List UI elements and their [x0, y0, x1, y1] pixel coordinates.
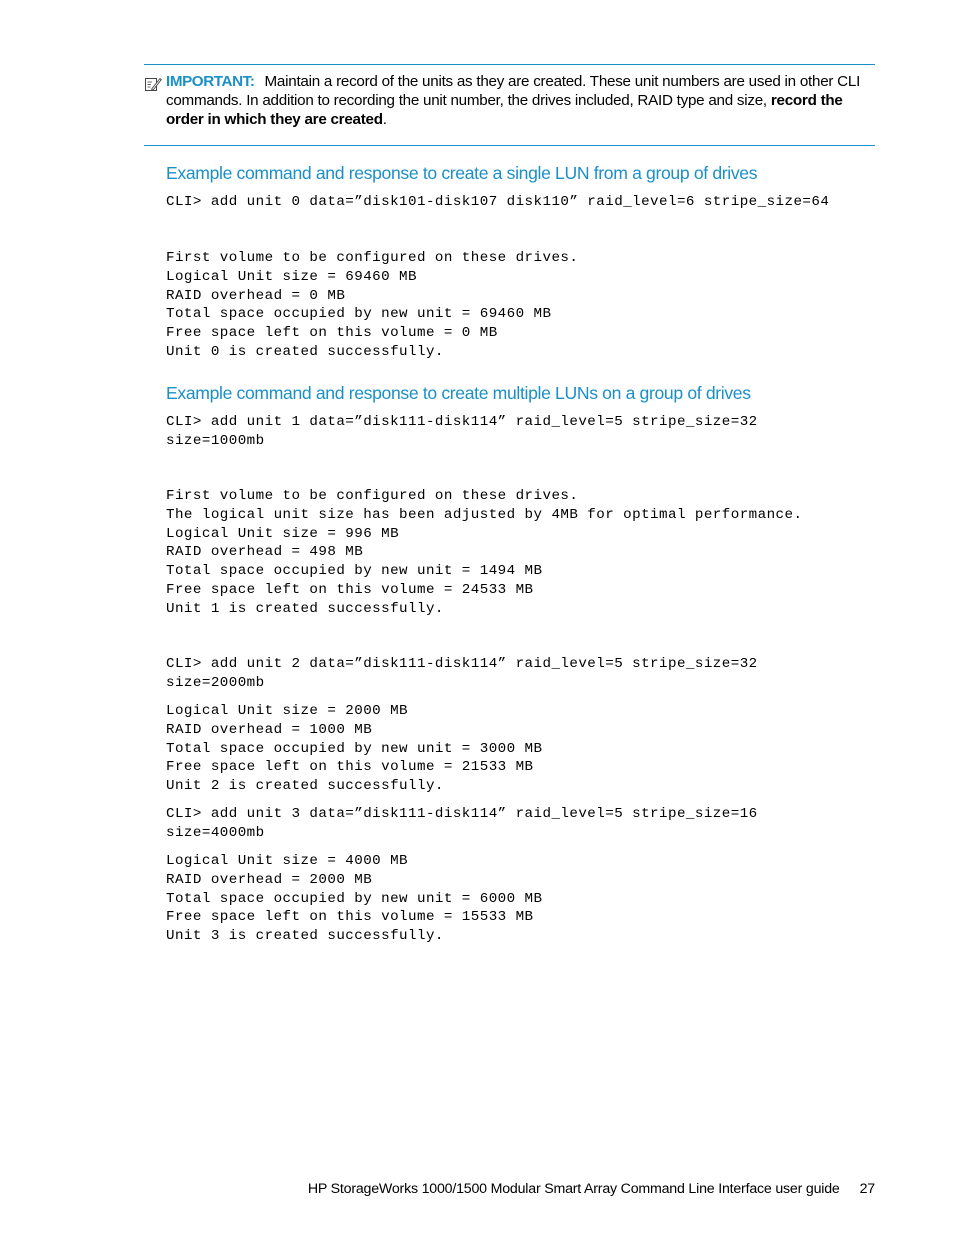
important-note-icon — [144, 75, 162, 93]
important-top-rule — [144, 64, 875, 65]
footer-title: HP StorageWorks 1000/1500 Modular Smart Array Command Line Interface user guide — [307, 1181, 840, 1197]
important-body: Maintain a record of the units as they are created. These unit numbers are used in other CLI commands. In addition to recording the unit number, the drives included, RAID type and size, — [166, 73, 861, 109]
response-unit-1: First volume to be configured on these drives. The logical unit size has been adjusted by 4MB for optimal performance. Logical Unit size = 996 MB RAID overhead = 498 MB Total space occupied by new unit = 1494 MB Free space left on this volume = 24533 MB Unit 1 is created successfully. — [166, 488, 803, 617]
important-end: . — [382, 111, 387, 128]
important-emphasis: record the order in which they are created — [166, 92, 843, 128]
command-add-unit-3: CLI> add unit 3 data=”disk111-disk114” raid_level=5 stripe_size=16 size=4000mb — [166, 806, 758, 841]
section-heading-single-lun: Example command and response to create a single LUN from a group of drives — [166, 163, 758, 183]
response-unit-0: First volume to be configured on these drives. Logical Unit size = 69460 MB RAID overhead = 0 MB Total space occupied by new unit = 69460 MB Free space left on this volume = 0 MB Unit 0 is created successfully. — [166, 250, 579, 360]
command-add-unit-2: CLI> add unit 2 data=”disk111-disk114” raid_level=5 stripe_size=32 size=2000mb — [166, 656, 758, 691]
command-add-unit-0: CLI> add unit 0 data=”disk101-disk107 disk110” raid_level=6 stripe_size=64 — [166, 194, 830, 210]
important-label: IMPORTANT: — [166, 73, 255, 90]
section-heading-multiple-luns: Example command and response to create multiple LUNs on a group of drives — [166, 383, 751, 403]
command-add-unit-1: CLI> add unit 1 data=”disk111-disk114” raid_level=5 stripe_size=32 size=1000mb — [166, 414, 758, 449]
response-unit-2: Logical Unit size = 2000 MB RAID overhead = 1000 MB Total space occupied by new unit = 3000 MB Free space left on this volume = 21533 MB Unit 2 is created successfully. — [166, 703, 543, 794]
page-footer — [308, 1179, 875, 1199]
response-unit-3: Logical Unit size = 4000 MB RAID overhead = 2000 MB Total space occupied by new unit = 6000 MB Free space left on this volume = 15533 MB Unit 3 is created successfully. — [166, 853, 543, 944]
page-number: 27 — [859, 1181, 875, 1197]
important-text — [166, 72, 875, 129]
important-note — [144, 72, 875, 129]
important-bottom-rule — [144, 145, 875, 146]
